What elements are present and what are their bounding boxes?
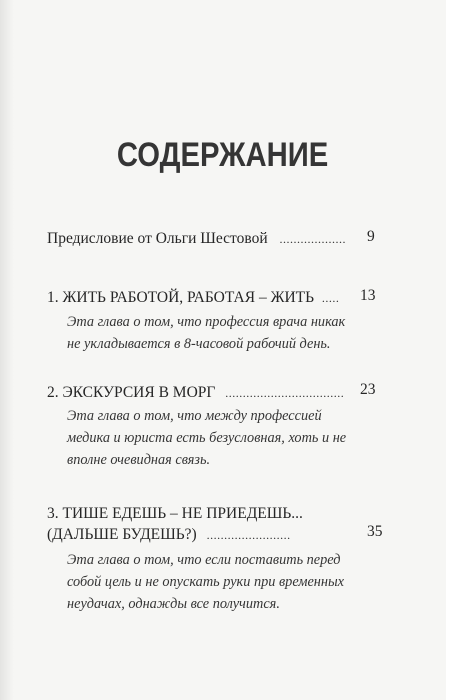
page-edge: [446, 0, 450, 700]
toc-page-number: 9: [367, 228, 375, 245]
description-line: неудачах, однажды все получится.: [67, 596, 280, 612]
toc-entry-label-line-2: (ДАЛЬШЕ БУДЕШЬ?): [47, 526, 197, 543]
toc-entry-chapter-3: [47, 505, 373, 523]
chapter-2-description: [67, 405, 387, 471]
toc-leader-dots: .....: [321, 291, 340, 305]
toc-entry-chapter-3-line-2: [47, 526, 373, 544]
description-line: Эта глава о том, что профессия врача никак: [67, 314, 346, 330]
chapter-1-description: [67, 311, 387, 355]
toc-entry-chapter-1: [47, 289, 373, 307]
description-line: медика и юриста есть безусловная, хоть и не: [67, 430, 347, 446]
toc-leader-dots: ...................: [279, 232, 346, 246]
toc-entry-label: 2. ЭКСКУРСИЯ В МОРГ: [47, 384, 216, 401]
page-title: СОДЕРЖАНИЕ: [116, 136, 329, 174]
toc-page-number: 35: [367, 523, 383, 540]
description-line: Эта глава о том, что если поставить перед: [67, 552, 341, 568]
toc-entry-label: 3. ТИШЕ ЕДЕШЬ – НЕ ПРИЕДЕШЬ...: [47, 505, 303, 522]
toc-page-number: 13: [360, 287, 376, 304]
toc-entry-label: 1. ЖИТЬ РАБОТОЙ, РАБОТАЯ – ЖИТЬ: [47, 289, 315, 306]
description-line: не укладывается в 8-часовой рабочий день.: [67, 336, 331, 352]
toc-entry-preface: [47, 230, 373, 248]
toc-leader-dots: ..................................: [225, 386, 345, 400]
description-line: вполне очевидная связь.: [67, 452, 211, 468]
toc-leader-dots: ........................: [206, 528, 291, 542]
spine-shadow: [0, 0, 14, 700]
description-line: Эта глава о том, что между профессией: [67, 408, 322, 424]
toc-entry-label: Предисловие от Ольги Шестовой: [47, 230, 268, 247]
description-line: собой цель и не опускать руки при временных: [67, 574, 345, 590]
toc-entry-chapter-2: [47, 384, 373, 402]
chapter-3-description: [67, 549, 387, 615]
toc-page-number: 23: [360, 381, 376, 398]
